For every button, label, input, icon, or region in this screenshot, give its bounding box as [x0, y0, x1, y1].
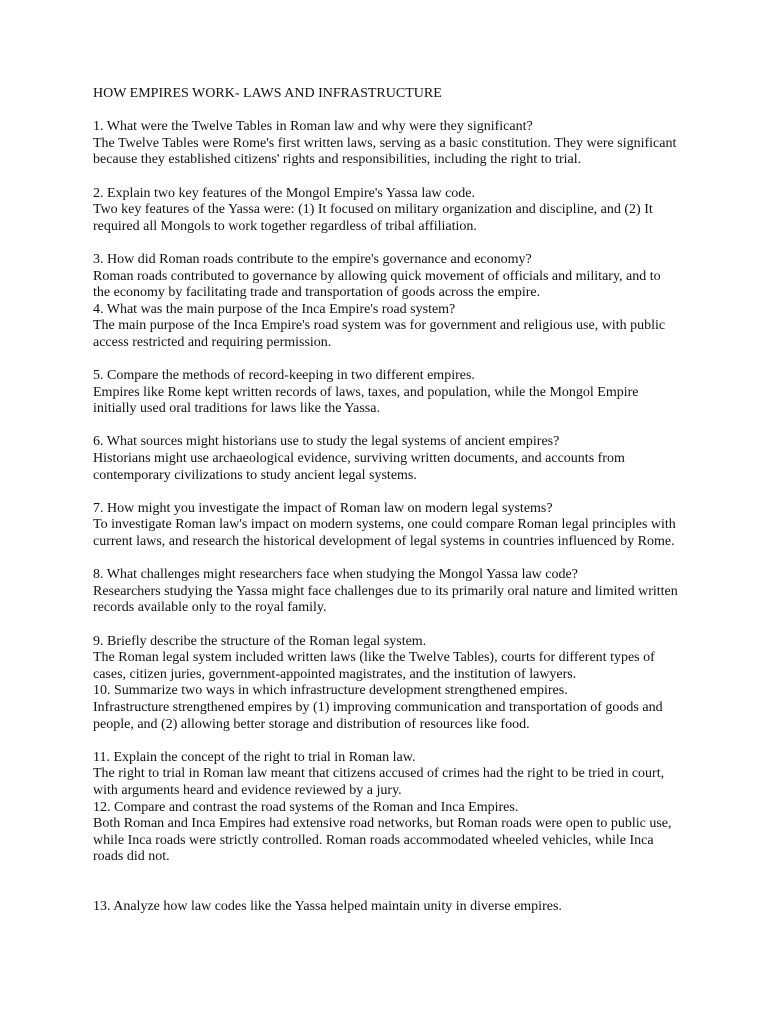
- answer-text: The Twelve Tables were Rome's first written laws, serving as a basic constitution. They were significant because they established citizens' rights and responsibilities, including the right to trial.: [93, 135, 677, 168]
- question-text: 1. What were the Twelve Tables in Roman law and why were they significant?: [93, 119, 533, 135]
- answer-text: Two key features of the Yassa were: (1) It focused on military organization and discipline, and (2) It required all Mongols to work together regardless of tribal affiliation.: [93, 202, 653, 234]
- answer-text: Empires like Rome kept written records of laws, taxes, and population, while the Mongol Empire initially used oral traditions for laws like the Yassa.: [93, 384, 639, 417]
- answer-text: Infrastructure strengthened empires by (1) improving communication and transportation of goods and people, and (2) allowing better storage and distribution of resources like food.: [93, 699, 663, 732]
- answer-text: The right to trial in Roman law meant that citizens accused of crimes had the right to be tried in court, with arguments heard and evidence reviewed by a jury.: [93, 766, 665, 798]
- question-text: 13. Analyze how law codes like the Yassa helped maintain unity in diverse empires.: [93, 899, 562, 915]
- answer-text: Researchers studying the Yassa might face challenges due to its primarily oral nature and limited written records available only to the royal family.: [93, 583, 678, 616]
- question-text: 2. Explain two key features of the Mongol Empire's Yassa law code.: [93, 185, 475, 201]
- document-title: HOW EMPIRES WORK- LAWS AND INFRASTRUCTURE: [93, 86, 442, 101]
- answer-text: The Roman legal system included written laws (like the Twelve Tables), courts for different types of cases, citizen juries, government-appointed magistrates, and the institution of lawyers.: [93, 650, 655, 682]
- question-text: 4. What was the main purpose of the Inca Empire's road system?: [93, 301, 456, 317]
- qa-item-12: [93, 800, 680, 866]
- qa-item-2: [93, 186, 680, 236]
- qa-item-3: [93, 252, 680, 302]
- qa-item-1: [93, 119, 680, 169]
- qa-item-11: [93, 750, 680, 800]
- answer-text: To investigate Roman law's impact on modern systems, one could compare Roman legal principles with current laws, and research the historical development of legal systems in countries influenced by Rome.: [93, 517, 676, 550]
- question-text: 8. What challenges might researchers face when studying the Mongol Yassa law code?: [93, 567, 578, 583]
- question-text: 6. What sources might historians use to study the legal systems of ancient empires?: [93, 434, 560, 450]
- qa-item-7: [93, 501, 680, 551]
- question-text: 3. How did Roman roads contribute to the empire's governance and economy?: [93, 251, 532, 267]
- qa-item-10: [93, 683, 680, 733]
- qa-item-9: [93, 634, 680, 684]
- question-text: 5. Compare the methods of record-keeping in two different empires.: [93, 368, 475, 384]
- qa-item-8: [93, 567, 680, 617]
- qa-item-13: [93, 899, 680, 916]
- question-text: 12. Compare and contrast the road systems of the Roman and Inca Empires.: [93, 799, 519, 815]
- question-text: 11. Explain the concept of the right to trial in Roman law.: [93, 749, 416, 765]
- answer-text: Both Roman and Inca Empires had extensive road networks, but Roman roads were open to public use, while Inca roads were strictly controlled. Roman roads accommodated wheeled vehicles, while Inca roads did not.: [93, 816, 672, 865]
- qa-item-4: [93, 302, 680, 352]
- answer-text: Roman roads contributed to governance by allowing quick movement of officials and military, and to the economy by facilitating trade and transportation of goods across the empire.: [93, 268, 661, 301]
- answer-text: Historians might use archaeological evidence, surviving written documents, and accounts from contemporary civilizations to study ancient legal systems.: [93, 451, 625, 483]
- qa-item-6: [93, 434, 680, 484]
- question-text: 10. Summarize two ways in which infrastructure development strengthened empires.: [93, 683, 568, 699]
- question-text: 9. Briefly describe the structure of the Roman legal system.: [93, 633, 427, 649]
- question-text: 7. How might you investigate the impact of Roman law on modern legal systems?: [93, 500, 553, 516]
- qa-item-5: [93, 368, 680, 418]
- answer-text: The main purpose of the Inca Empire's road system was for government and religious use, with public access restricted and requiring permission.: [93, 318, 666, 350]
